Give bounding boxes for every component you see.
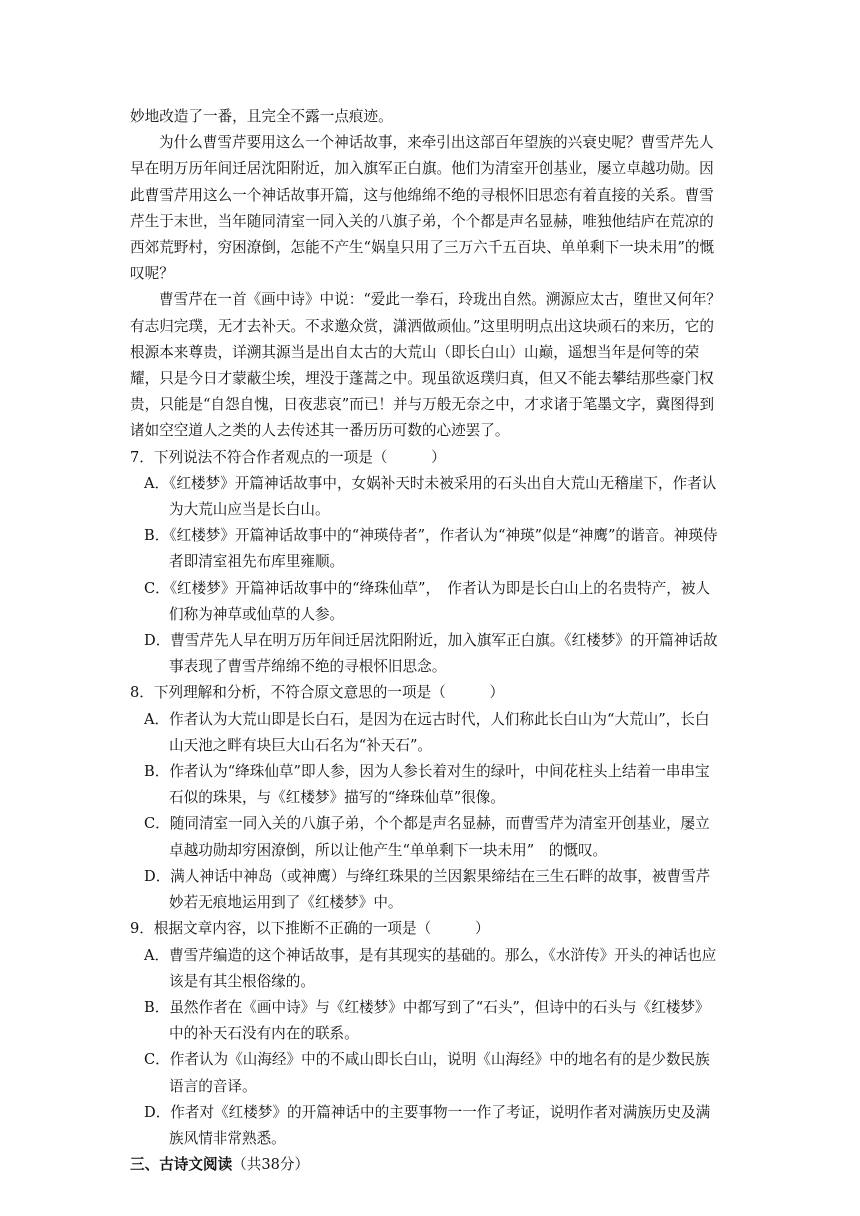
option-b: B．虽然作者在《画中诗》与《红楼梦》中都写到了“石头”，但诗中的石头与《红楼梦》中的补天石没有内在的联系。 (144, 998, 710, 1043)
paragraph-1: 妙地改造了一番，且完全不露一点痕迹。 (130, 108, 393, 125)
option-d: D．曹雪芹先人早在明万历年间迁居沈阳附近，加入旗军正白旗。《红楼梦》的开篇神话故事表现了曹雪芹绵绵不绝的寻根怀旧思念。 (144, 632, 718, 676)
option-c: C．作者认为《山海经》中的不咸山即长白山，说明《山海经》中的地名有的是少数民族语言的音译。 (144, 1051, 710, 1095)
document-body (130, 104, 724, 1178)
option-a: A．《红楼梦》开篇神话故事中，女娲补天时未被采用的石头出自大荒山无稽崖下，作者认为大荒山应当是长白山。 (144, 474, 717, 519)
paragraph-3: 曹雪芹在一首《画中诗》中说：“爱此一拳石，玲珑出自然。溯源应太古，堕世又何年？有志归完璞，无才去补天。不求邀众赏，潇洒做顽仙。”这里明明点出这块顽石的来历，它的根源本来尊贵，详溯其源当是出自太古的大荒山（即长白山）山巅，遥想当年是何等的荣耀，只是今日才蒙蔽尘埃，埋没于蓬蒿之中。现虽欲返璞归真，但又不能去攀结那些豪门权贵，只能是“自怨自愧，日夜悲哀”而已！并与万般无奈之中，才求诸于笔墨文字，冀图得到诸如空空道人之类的人去传述其一番历历可数的心迹罢了。 (130, 291, 722, 440)
paragraph-2: 为什么曹雪芹要用这么一个神话故事，来牵引出这部百年望族的兴衰史呢？曹雪芹先人早在明万历年间迁居沈阳附近，加入旗军正白旗。他们为清室开创基业，屡立卓越功勋。因此曹雪芹用这么一个神话故事开篇，这与他绵绵不绝的寻根怀旧思恋有着直接的关系。曹雪芹生于末世，当年随同清室一同入关的八旗子弟，个个都是声名显赫，唯独他结庐在荒凉的西郊荒野村，穷困潦倒，怎能不产生“娲皇只用了三万六千五百块、单单剩下一块未用”的慨叹呢？ (130, 134, 715, 283)
section-score-note: （共38分） (232, 1156, 310, 1174)
question-8 (130, 680, 724, 916)
option-a: A．曹雪芹编造的这个神话故事，是有其现实的基础的。那么，《水浒传》开头的神话也应该是有其尘根俗缘的。 (144, 946, 717, 990)
option-c: C．随同清室一同入关的八旗子弟，个个都是声名显赫，而曹雪芹为清室开创基业，屡立卓越功勋却穷困潦倒，所以让他产生“单单剩下一块未用” 的慨叹。 (144, 815, 710, 859)
option-b: B．《红楼梦》开篇神话故事中的“神瑛侍者”，作者认为“神瑛”似是“神鹰”的谐音。神瑛侍者即清室祖先布库里雍顺。 (144, 527, 718, 571)
question-stem: 9．根据文章内容，以下推断不正确的一项是（ ） (130, 920, 490, 938)
section-heading (130, 1152, 724, 1178)
question-stem: 8．下列理解和分析，不符合原文意思的一项是（ ） (130, 684, 505, 702)
section-title: 三、古诗文阅读 (130, 1156, 233, 1174)
option-d: D．作者对《红楼梦》的开篇神话中的主要事物一一作了考证，说明作者对满族历史及满族风情非常熟悉。 (144, 1103, 711, 1147)
option-d: D．满人神话中神岛（或神鹰）与绛红珠果的兰因絮果缔结在三生石畔的故事，被曹雪芹妙若无痕地运用到了《红楼梦》中。 (144, 867, 711, 912)
question-7 (130, 445, 724, 681)
question-stem: 7．下列说法不符合作者观点的一项是（ ） (130, 448, 446, 466)
option-a: A．作者认为大荒山即是长白石，是因为在远古时代，人们称此长白山为“大荒山”，长白山天池之畔有块巨大山石名为“补天石”。 (144, 710, 710, 754)
option-b: B．作者认为“绛珠仙草”即人参，因为人参长着对生的绿叶，中间花柱头上结着一串串宝石似的珠果，与《红楼梦》描写的“绛珠仙草”很像。 (144, 763, 710, 807)
question-9 (130, 916, 724, 1152)
option-c: C．《红楼梦》开篇神话故事中的“绛珠仙草”， 作者认为即是长白山上的名贵特产，被人们称为神草或仙草的人参。 (144, 579, 711, 623)
